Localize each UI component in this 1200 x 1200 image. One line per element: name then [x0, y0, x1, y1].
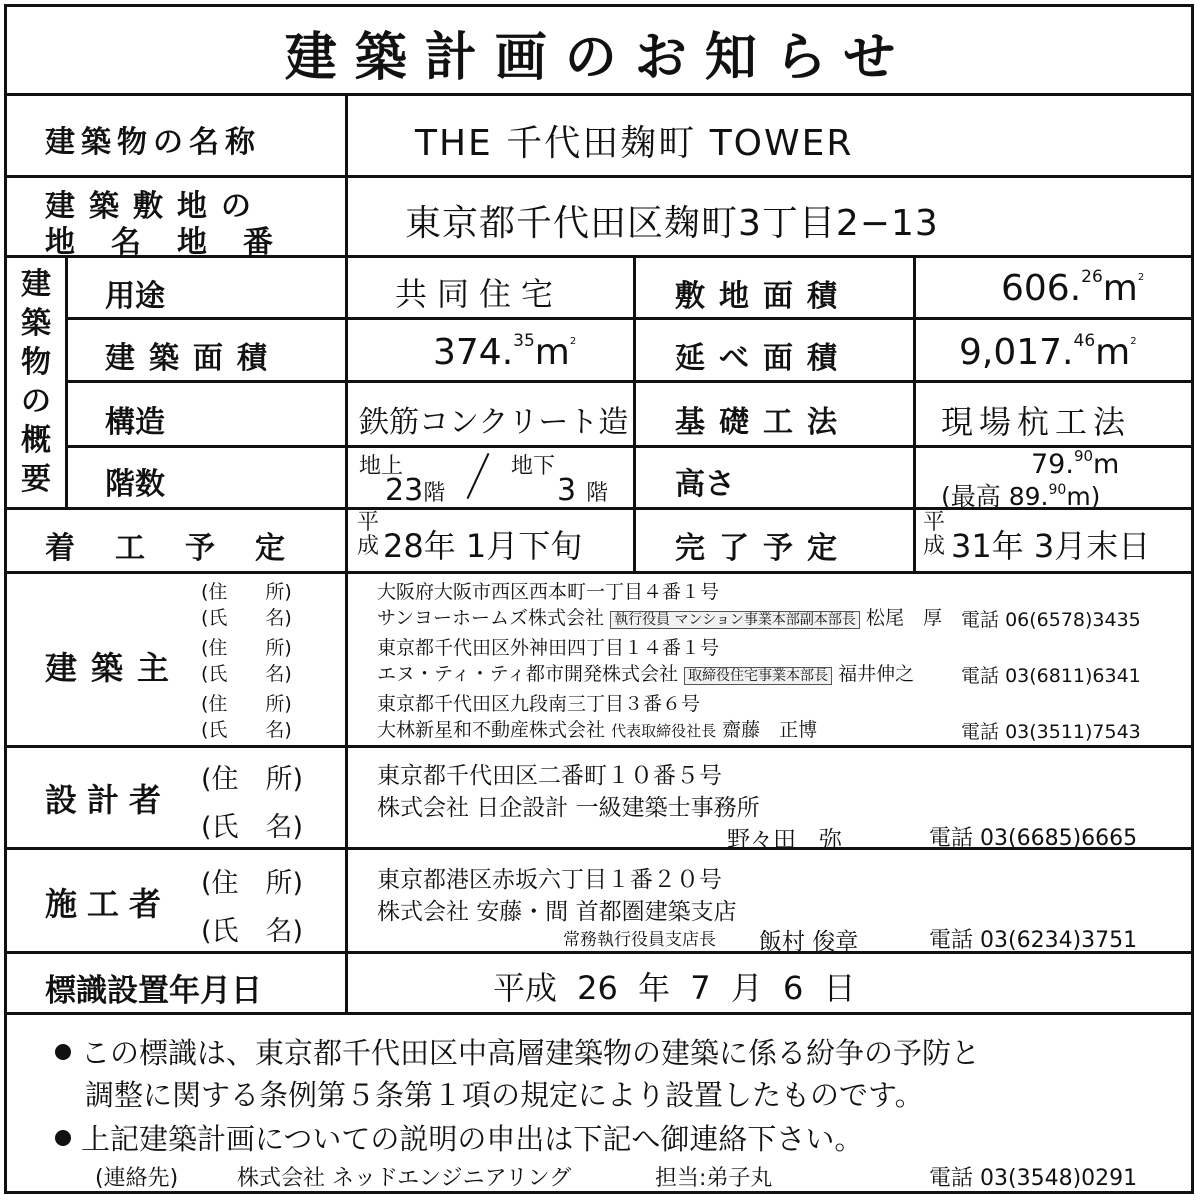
foundation-value: 現場杭工法: [941, 403, 1132, 441]
owners-label: 建築主: [45, 649, 184, 687]
contractor-tel: 電話 03(6234)3751: [929, 928, 1138, 953]
structure-value: 鉄筋コンクリート造: [359, 405, 629, 440]
contractor-address: 東京都港区赤坂六丁目１番２０号: [377, 867, 722, 893]
designer-name-label: (氏 名): [201, 812, 304, 843]
contact-label: (連絡先): [95, 1166, 179, 1191]
contractor-person: 飯村 俊章: [759, 929, 859, 955]
designer-tel: 電話 03(6685)6665: [929, 826, 1138, 851]
contractor-company: 株式会社 安藤・間 首都圏建築支店: [377, 899, 737, 925]
owner-1-name-label: (氏 名): [201, 607, 292, 629]
start-label: 着工予定: [45, 531, 325, 566]
contractor-name-label: (氏 名): [201, 916, 304, 947]
divider: [345, 93, 348, 1012]
page-title: 建築計画のお知らせ: [284, 28, 914, 88]
contractor-addr-label: (住 所): [201, 868, 304, 899]
owner-2-addr-label: (住 所): [201, 637, 292, 659]
completion-value: 31年 3月末日: [951, 527, 1151, 565]
divider: [7, 175, 1191, 178]
max-height-value: (最高 89.90m): [941, 482, 1101, 511]
overview-side-label: 建築物の概要: [21, 267, 51, 497]
building-area-value: $374.35m^2$: [433, 331, 577, 373]
bullet-icon: [55, 1044, 71, 1060]
note-line-1: この標識は、東京都千代田区中高層建築物の建築に係る紛争の予防と: [55, 1031, 980, 1072]
building-name-value: THE 千代田麹町 TOWER: [415, 123, 854, 164]
contact-tel: 電話 03(3548)0291: [929, 1166, 1138, 1191]
designer-company: 株式会社 日企設計 一級建築士事務所: [377, 795, 760, 821]
owner-3-tel: 電話 03(3511)7543: [961, 721, 1141, 743]
building-area-label: 建築面積: [105, 341, 281, 376]
site-area-label: 敷地面積: [675, 279, 851, 314]
divider: [65, 317, 1191, 320]
designer-address: 東京都千代田区二番町１０番５号: [377, 763, 722, 789]
floors-label: 階数: [105, 467, 165, 502]
notice-sign: [4, 4, 1194, 1194]
posting-date-label: 標識設置年月日: [45, 973, 262, 1009]
owner-2-tel: 電話 03(6811)6341: [961, 665, 1141, 687]
designer-addr-label: (住 所): [201, 764, 304, 795]
site-area-value: $606.26m^2$: [1001, 267, 1145, 309]
above-ground-label: 地上: [359, 454, 404, 479]
owner-2-address: 東京都千代田区外神田四丁目１４番１号: [377, 637, 720, 659]
divider: [65, 445, 1191, 448]
structure-label: 構造: [105, 405, 165, 440]
slash: [467, 453, 490, 499]
owner-3-address: 東京都千代田区九段南三丁目３番６号: [377, 693, 701, 715]
divider: [7, 1012, 1191, 1015]
designer-label: 設計者: [45, 781, 172, 819]
contact-company: 株式会社 ネッドエンジニアリング: [237, 1166, 572, 1191]
divider: [7, 93, 1191, 96]
divider: [65, 380, 1191, 383]
height-value: 79.90m: [1031, 447, 1120, 480]
owner-2-line: エヌ・ティ・ティ都市開発株式会社 取締役住宅事業本部長 福井伸之: [377, 663, 915, 685]
owner-3-line: 大林新星和不動産株式会社 代表取締役社長 齋藤 正博: [377, 719, 818, 741]
note-line-3: 上記建築計画についての説明の申出は下記へ御連絡下さい。: [55, 1117, 863, 1158]
foundation-label: 基礎工法: [675, 405, 851, 440]
completion-era: 平 成: [923, 510, 946, 559]
start-era: 平 成: [357, 510, 380, 559]
contractor-label: 施工者: [45, 885, 172, 923]
owner-3-addr-label: (住 所): [201, 693, 292, 715]
owner-1-address: 大阪府大阪市西区西本町一丁目４番１号: [377, 581, 720, 603]
floor-area-value: $9,017.46m^2$: [959, 331, 1137, 373]
divider: [633, 255, 636, 571]
site-label-line1: 建築敷地の: [45, 189, 265, 224]
owner-1-line: サンヨーホームズ株式会社 執行役員 マンション事業本部副本部長 松尾 厚: [377, 607, 942, 629]
contractor-title: 常務執行役員支店長: [563, 930, 716, 950]
designer-person: 野々田 弥: [727, 827, 842, 853]
note-line-2: 調整に関する条例第５条第１項の規定により設置したものです。: [85, 1078, 924, 1112]
divider: [7, 745, 1191, 748]
divider: [913, 255, 916, 571]
owner-3-name-label: (氏 名): [201, 719, 292, 741]
owner-1-addr-label: (住 所): [201, 581, 292, 603]
divider: [65, 255, 68, 507]
floor-area-label: 延べ面積: [675, 341, 851, 376]
divider: [7, 571, 1191, 574]
bullet-icon: [55, 1130, 71, 1146]
contact-person: 担当:弟子丸: [655, 1166, 773, 1191]
building-name-label: 建築物の名称: [45, 125, 261, 160]
posting-date-value: 平成 26 年 7 月 6 日: [493, 969, 856, 1007]
above-ground-value: 23階: [385, 473, 446, 508]
use-value: 共同住宅: [395, 275, 564, 313]
height-label: 高さ: [675, 467, 735, 502]
site-label-line2: 地名地番: [45, 225, 309, 260]
use-label: 用途: [105, 279, 165, 314]
owner-2-name-label: (氏 名): [201, 663, 292, 685]
site-address-value: 東京都千代田区麹町3丁目2−13: [405, 203, 939, 244]
below-ground-value: 3 階: [557, 473, 609, 508]
owner-1-tel: 電話 06(6578)3435: [961, 609, 1141, 631]
below-ground-label: 地下: [511, 454, 556, 479]
start-value: 28年 1月下旬: [383, 527, 583, 565]
completion-label: 完了予定: [675, 531, 851, 566]
